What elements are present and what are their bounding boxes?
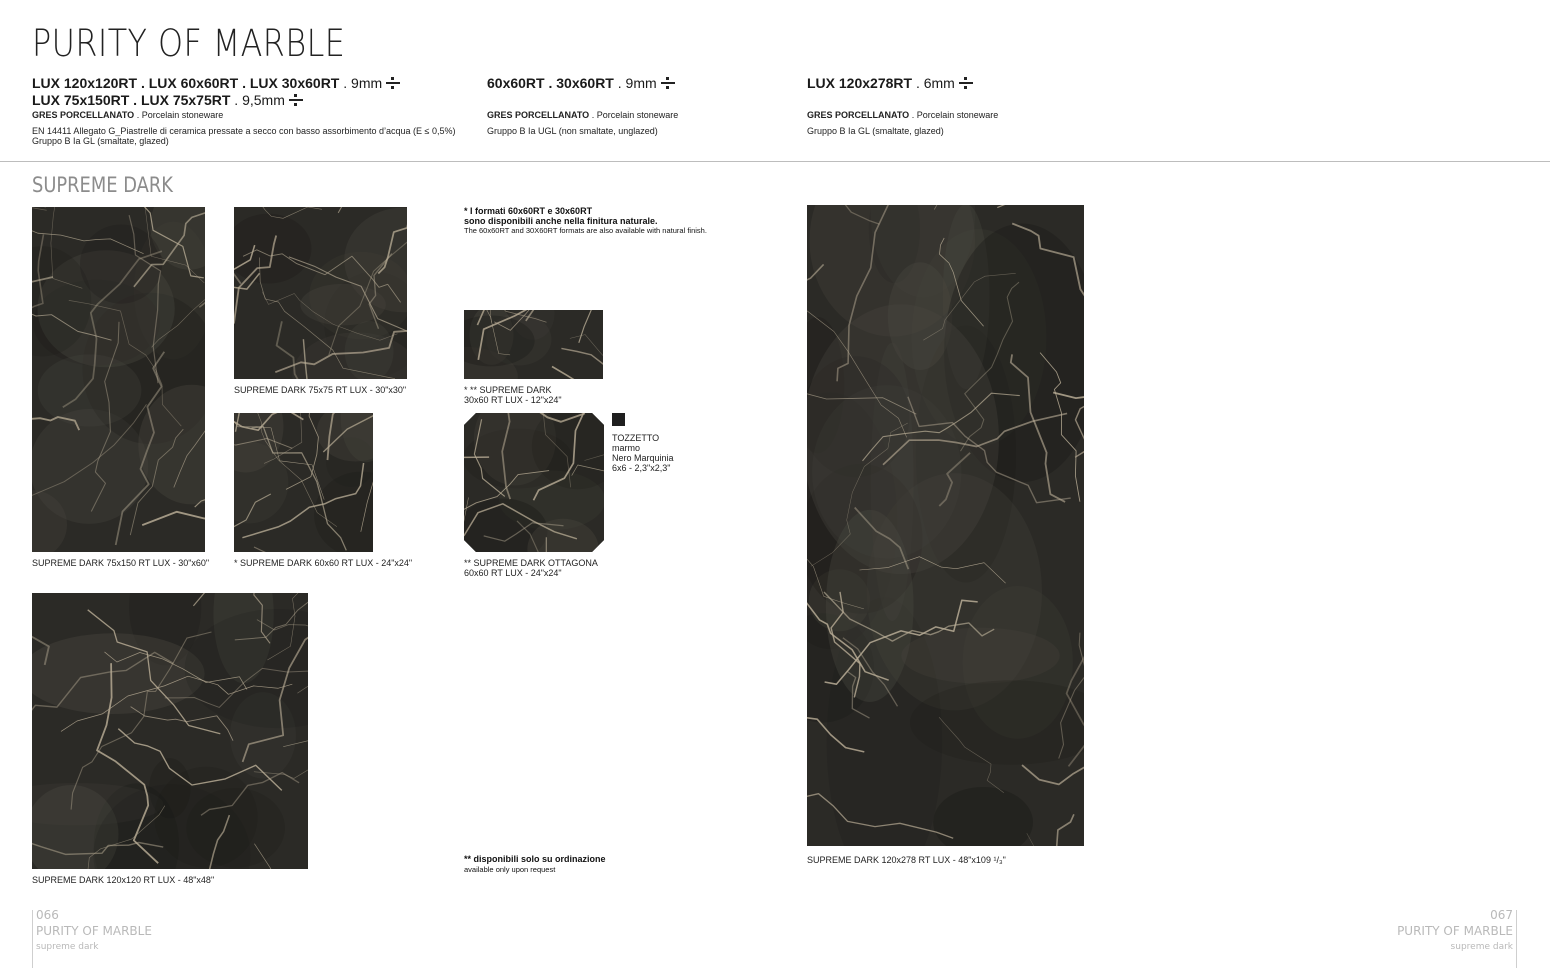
footer-right-title: PURITY OF MARBLE <box>1397 924 1513 938</box>
note-bottom <box>464 855 606 874</box>
tile-60x60-caption: * SUPREME DARK 60x60 RT LUX - 24"x24" <box>234 558 413 568</box>
spec-col1-group: Gruppo B Ia GL (smaltate, glazed) <box>32 136 169 146</box>
ottagona-caption-2: 60x60 RT LUX - 24"x24" <box>464 568 562 578</box>
rectified-icon <box>661 77 675 89</box>
spec-col3-group: Gruppo B Ia GL (smaltate, glazed) <box>807 126 944 136</box>
section-title: SUPREME DARK <box>32 173 173 197</box>
tile-30x60-caption-1: * ** SUPREME DARK <box>464 385 552 395</box>
spec-col2-line1 <box>487 75 675 91</box>
footer-left-title: PURITY OF MARBLE <box>36 924 152 938</box>
spec-col2-line1-thickness: . 9mm <box>613 75 657 91</box>
note-top-line2: sono disponibili anche nella finitura naturale. <box>464 215 658 226</box>
note-bottom-line2: available only upon request <box>464 864 556 874</box>
spec-col1-material-en: . Porcelain stoneware <box>134 110 224 120</box>
spec-col1-material-it: GRES PORCELLANATO <box>32 110 135 120</box>
spec-col2-material <box>487 110 678 121</box>
tile-75x75-caption: SUPREME DARK 75x75 RT LUX - 30"x30" <box>234 385 407 395</box>
marble-texture <box>234 207 407 379</box>
spec-col3-line1-formats: LUX 120x278RT <box>807 75 913 91</box>
page-number-right: 067 <box>1490 908 1513 922</box>
footer-left-rule <box>32 910 33 968</box>
footer-right-rule <box>1516 910 1517 968</box>
spec-col1-line1 <box>32 75 400 91</box>
spec-col1-norm: EN 14411 Allegato G_Piastrelle di ceramica pressate a secco con basso assorbimento d’acqua (E ≤ 0,5%) <box>32 126 456 136</box>
tozzetto-label-1: TOZZETTO <box>612 433 660 443</box>
footer-left-subtitle: supreme dark <box>36 942 99 952</box>
tile-30x60-caption-2: 30x60 RT LUX - 12"x24" <box>464 395 562 405</box>
spec-col3-line1 <box>807 75 973 91</box>
spec-col1-line1-thickness: . 9mm <box>339 75 383 91</box>
footer-right <box>1397 907 1513 955</box>
tile-120x120-image <box>32 593 308 869</box>
marble-texture <box>464 310 603 379</box>
spec-col3-material <box>807 110 998 121</box>
spec-col1-line1-formats: LUX 120x120RT . LUX 60x60RT . LUX 30x60RT <box>32 75 340 91</box>
spec-col3-material-it: GRES PORCELLANATO <box>807 110 910 120</box>
tile-120x278-caption: SUPREME DARK 120x278 RT LUX - 48"x109 ¹/₃" <box>807 855 1006 865</box>
spec-col2-material-it: GRES PORCELLANATO <box>487 110 590 120</box>
tozzetto-label-4: 6x6 - 2,3"x2,3" <box>612 463 671 473</box>
spec-col2-material-en: . Porcelain stoneware <box>589 110 679 120</box>
footer-right-subtitle: supreme dark <box>1450 942 1513 952</box>
rectified-icon <box>959 77 973 89</box>
note-top <box>464 207 707 236</box>
marble-texture <box>32 207 205 552</box>
footer-left <box>36 907 152 955</box>
tozzetto-swatch <box>612 413 625 426</box>
page-number-left: 066 <box>36 908 59 922</box>
tile-75x150-image <box>32 207 205 552</box>
note-top-line3: The 60x60RT and 30X60RT formats are also available with natural finish. <box>464 226 707 235</box>
ottagona-image <box>464 413 604 552</box>
spec-col2-group: Gruppo B Ia UGL (non smaltate, unglazed) <box>487 126 658 136</box>
marble-texture <box>234 413 373 552</box>
spec-col3-material-en: . Porcelain stoneware <box>909 110 999 120</box>
note-bottom-line1: ** disponibili solo su ordinazione <box>464 854 606 864</box>
rectified-icon <box>289 94 303 106</box>
tile-120x120-caption: SUPREME DARK 120x120 RT LUX - 48"x48" <box>32 875 215 885</box>
tile-120x278-image <box>807 205 1084 846</box>
marble-texture <box>464 413 604 552</box>
spec-col1-line2-thickness: . 9,5mm <box>230 92 285 108</box>
tozzetto-label-2: marmo <box>612 443 641 453</box>
page-title: PURITY OF MARBLE <box>32 22 346 65</box>
rectified-icon <box>386 77 400 89</box>
spec-col1-material <box>32 110 223 121</box>
header-divider <box>0 161 1550 162</box>
marble-texture <box>32 593 308 869</box>
ottagona-caption-1: ** SUPREME DARK OTTAGONA <box>464 558 598 568</box>
tozzetto-label-3: Nero Marquinia <box>612 453 674 463</box>
spec-col3-line1-thickness: . 6mm <box>912 75 955 91</box>
tile-30x60-image <box>464 310 603 379</box>
spec-col1-line2-formats: LUX 75x150RT . LUX 75x75RT <box>32 92 231 108</box>
tile-75x150-caption: SUPREME DARK 75x150 RT LUX - 30"x60" <box>32 558 210 568</box>
marble-texture <box>807 205 1084 846</box>
tile-75x75-image <box>234 207 407 379</box>
tile-60x60-image <box>234 413 373 552</box>
note-top-line1: * I formati 60x60RT e 30x60RT <box>464 206 593 216</box>
spec-col1-line2 <box>32 92 303 108</box>
spec-col2-line1-formats: 60x60RT . 30x60RT <box>487 75 614 91</box>
